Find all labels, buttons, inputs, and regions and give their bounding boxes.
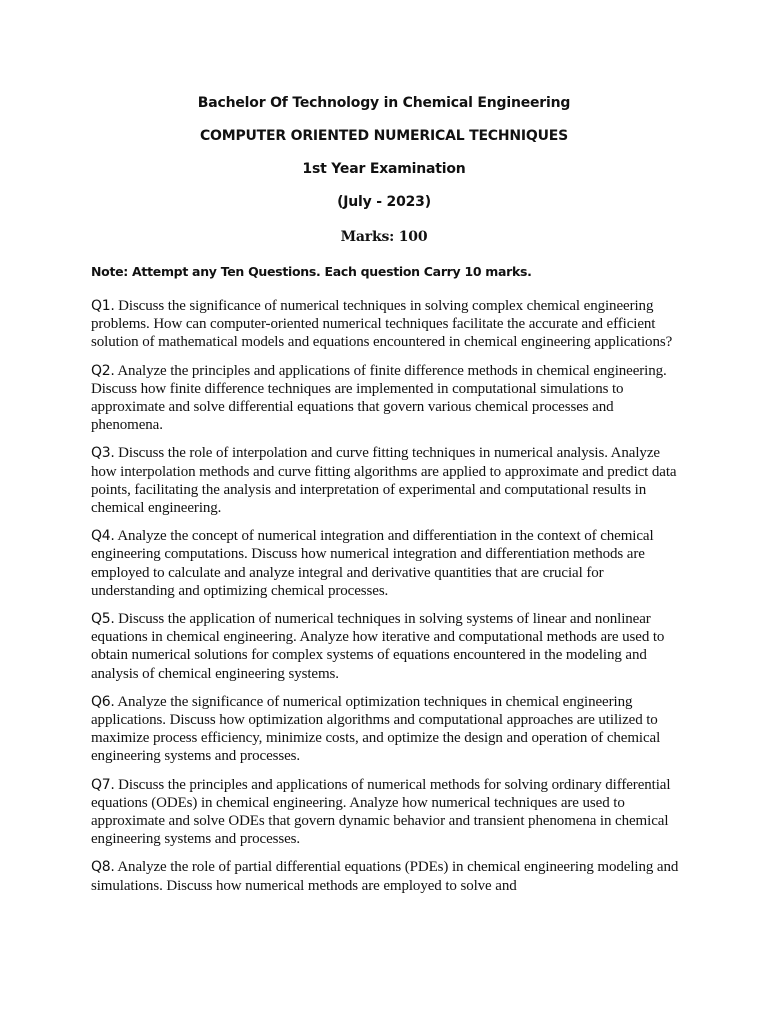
question-number: Q6.	[91, 693, 115, 710]
question-item	[91, 297, 681, 352]
question-number: Q8.	[91, 859, 115, 876]
question-item	[91, 858, 681, 894]
question-item	[91, 610, 681, 683]
exam-date: (July - 2023)	[337, 194, 431, 210]
course-title: COMPUTER ORIENTED NUMERICAL TECHNIQUES	[199, 128, 569, 144]
exam-title: 1st Year Examination	[302, 161, 466, 177]
question-list	[91, 297, 681, 905]
question-item	[91, 444, 681, 517]
question-text: Discuss the principles and applications of numerical methods for solving ordinary differential equations (ODEs) in chemical engineering. Analyze how numerical techniques are used to approximate and solve ODEs that govern dynamic behavior and transient phenomena in chemical engineering systems and processes.	[91, 776, 671, 848]
question-item	[91, 776, 681, 849]
question-number: Q5.	[91, 611, 115, 628]
question-text: Discuss the role of interpolation and curve fitting techniques in numerical analysis. Analyze how interpolation methods and curve fitting algorithms are applied to approximate and predict data points, facilitating the analysis and interpretation of experimental and computational results in chemical engineering.	[91, 445, 677, 517]
question-text: Discuss the significance of numerical techniques in solving complex chemical engineering problems. How can computer-oriented numerical techniques facilitate the accurate and efficient solution of mathematical models and equations encountered in chemical engineering applications?	[91, 298, 673, 351]
question-number: Q2.	[91, 362, 115, 379]
question-text: Analyze the role of partial differential equations (PDEs) in chemical engineering modeling and simulations. Discuss how numerical methods are employed to solve and	[91, 859, 679, 894]
question-number: Q3.	[91, 445, 115, 462]
question-number: Q1.	[91, 298, 115, 314]
question-text: Analyze the concept of numerical integration and differentiation in the context of chemical engineering computations. Discuss how numerical integration and differentiation methods are employed to calculate and analyze integral and derivative quantities that are crucial for understanding and optimizing chemical processes.	[91, 528, 654, 599]
program-title: Bachelor Of Technology in Chemical Engineering	[197, 95, 571, 111]
instructions-note: Note: Attempt any Ten Questions. Each question Carry 10 marks.	[91, 264, 532, 279]
total-marks: Marks: 100	[340, 229, 428, 245]
question-item	[91, 693, 681, 766]
question-number: Q7.	[91, 776, 115, 793]
question-number: Q4.	[91, 528, 115, 545]
question-text: Discuss the application of numerical techniques in solving systems of linear and nonlinear equations in chemical engineering. Analyze how iterative and computational methods are used to obtain numerical solutions for complex systems of equations encountered in the modeling and analysis of chemical engineering systems.	[91, 611, 665, 682]
question-text: Analyze the significance of numerical optimization techniques in chemical engineering applications. Discuss how optimization algorithms and computational approaches are utilized to maximize process efficiency, minimize costs, and optimize the design and operation of chemical engineering systems and processes.	[91, 693, 661, 765]
question-item	[91, 362, 681, 435]
question-text: Analyze the principles and applications of finite difference methods in chemical engineering. Discuss how finite difference techniques are implemented in computational simulations to approximate and solve differential equations that govern various chemical processes and phenomena.	[91, 362, 667, 434]
question-item	[91, 527, 681, 600]
